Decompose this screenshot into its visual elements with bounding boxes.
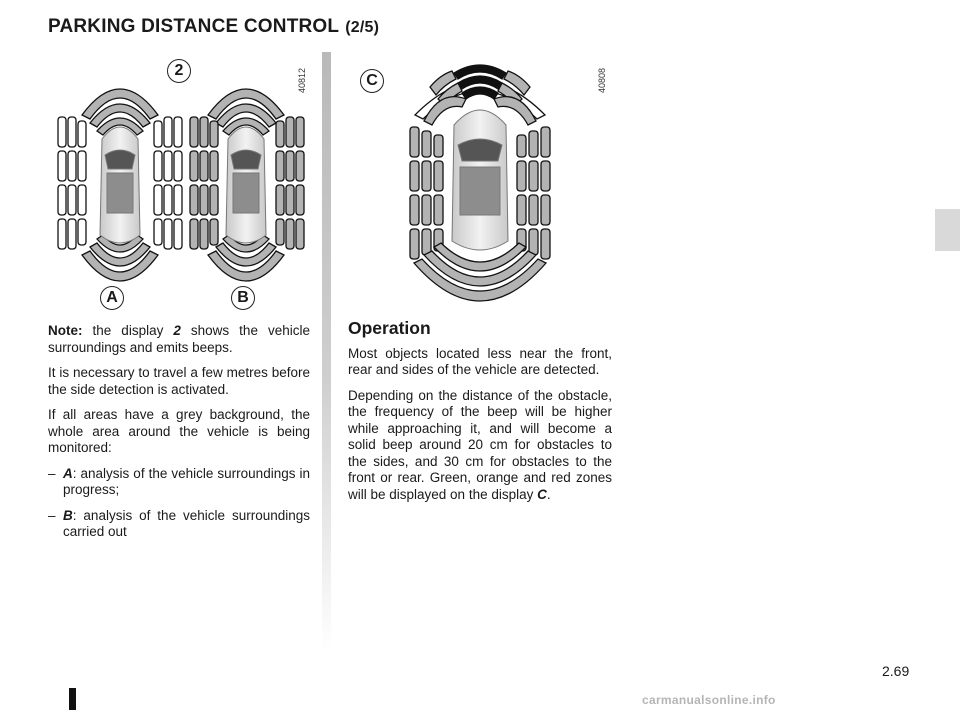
title-part: (2/5) bbox=[345, 19, 380, 36]
diagram-a-label: A bbox=[100, 286, 124, 310]
display-2-label: 2 bbox=[167, 59, 191, 83]
title-text: PARKING DISTANCE CONTROL bbox=[48, 16, 340, 37]
list-letter: B bbox=[63, 507, 73, 523]
note-paragraph bbox=[48, 323, 310, 356]
list-dash: – bbox=[48, 465, 56, 481]
list-dash: – bbox=[48, 507, 56, 523]
note-label: Note: bbox=[48, 323, 83, 338]
display-c-label: C bbox=[360, 69, 384, 93]
paragraph-operation-1: Most objects located less near the front, rear and sides of the vehicle are detected. bbox=[348, 345, 612, 377]
list-text: : analysis of the vehicle surroundings carried out bbox=[63, 507, 310, 539]
car-icon bbox=[226, 127, 266, 243]
page-number: 2.69 bbox=[882, 663, 910, 679]
column-divider bbox=[322, 52, 331, 652]
list-letter: A bbox=[63, 465, 73, 481]
figure-display-c bbox=[380, 55, 610, 317]
note-ref: 2 bbox=[173, 323, 181, 338]
note-text-2: shows the vehicle surroundings and emits beeps. bbox=[48, 323, 310, 355]
diagram-b-label: B bbox=[231, 286, 255, 310]
watermark: carmanualsonline.info bbox=[642, 693, 776, 707]
list-item bbox=[48, 466, 310, 499]
paragraph-end: . bbox=[546, 486, 551, 502]
crop-mark bbox=[69, 688, 76, 710]
list-item bbox=[48, 508, 310, 541]
paragraph-operation-2 bbox=[348, 388, 612, 504]
figure-code-right: 40808 bbox=[597, 67, 607, 93]
paragraph-1: It is necessary to travel a few metres before the side detection is activated. bbox=[48, 365, 310, 397]
right-text-column bbox=[348, 320, 612, 512]
left-text-column bbox=[48, 323, 310, 550]
note-text-1: the display bbox=[82, 323, 174, 338]
list-text: : analysis of the vehicle surroundings in progress; bbox=[63, 465, 310, 497]
figure-display-2 bbox=[50, 55, 320, 310]
chapter-tab bbox=[935, 209, 960, 251]
paragraph-2: If all areas have a grey background, the whole area around the vehicle is being monitored: bbox=[48, 407, 310, 455]
figure-code-left: 40812 bbox=[297, 67, 307, 93]
car-icon bbox=[452, 110, 508, 250]
page-title bbox=[48, 16, 379, 38]
paragraph-operation-2-text: Depending on the distance of the obstacle, the frequency of the beep will be higher while approaching it, and will become a solid beep around 20 cm for obstacles to the sides, and 30 cm for obstacles to the front or rear. Green, orange and red zones will be displayed on the display bbox=[348, 387, 612, 502]
car-icon bbox=[100, 127, 140, 243]
display-ref: C bbox=[537, 486, 547, 502]
section-heading: Operation bbox=[348, 318, 431, 338]
